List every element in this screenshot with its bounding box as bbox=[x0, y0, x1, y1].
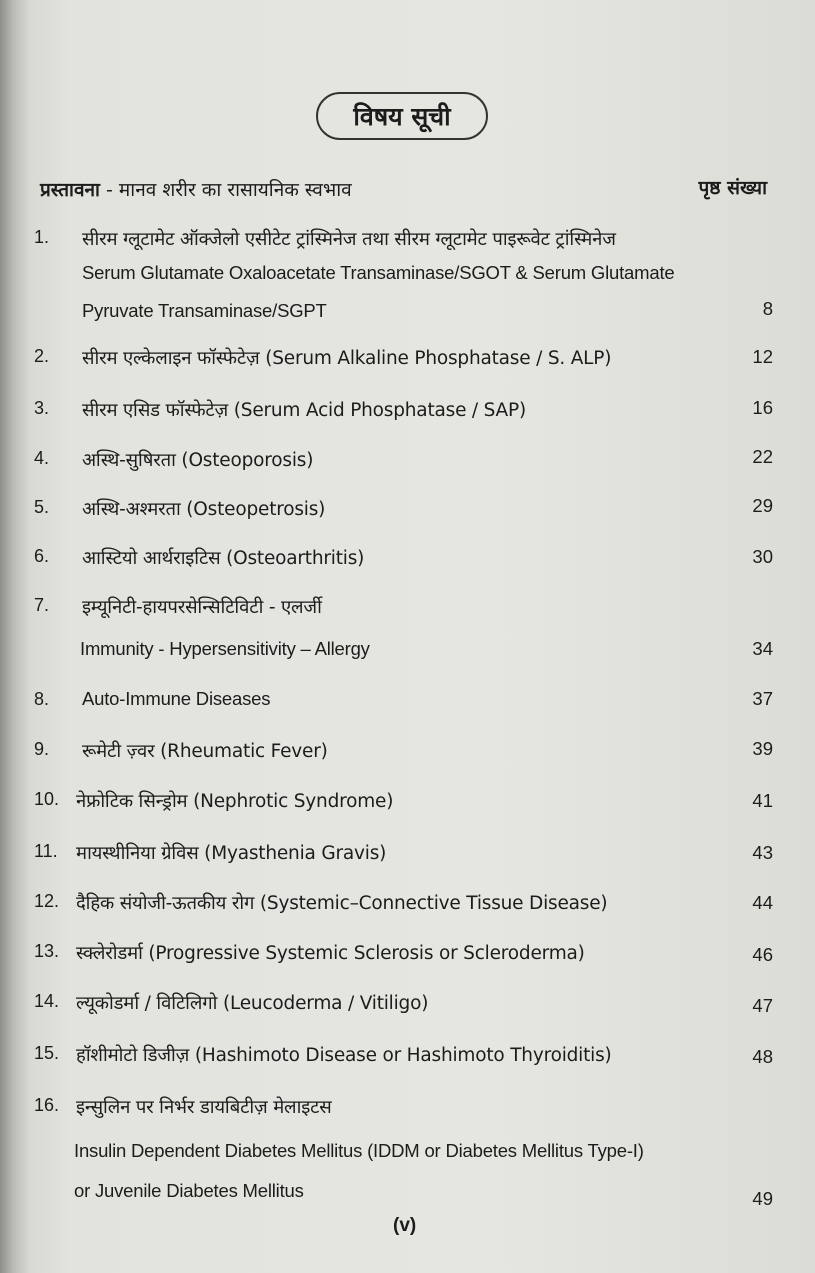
toc-entry-number: 7. bbox=[34, 595, 50, 615]
toc-entry-page-number: 12 bbox=[752, 346, 773, 367]
toc-entry-page-number: 49 bbox=[752, 1188, 773, 1209]
toc-entry-page-number: 46 bbox=[752, 944, 773, 965]
toc-entry-number: 8. bbox=[34, 689, 50, 709]
preface-subtitle: - मानव शरीर का रासायनिक स्वभाव bbox=[99, 179, 352, 201]
toc-entry-title-line: अस्थि-अश्मरता (Osteopetrosis) bbox=[82, 499, 326, 520]
preface-label: प्रस्तावना bbox=[40, 179, 100, 201]
toc-entry-title-line: सीरम एल्केलाइन फॉस्फेटेज़ (Serum Alkaline Phosphatase / S. ALP) bbox=[82, 348, 612, 369]
toc-entry-title-line: Serum Glutamate Oxaloacetate Transaminase/SGOT & Serum Glutamate bbox=[82, 262, 675, 283]
toc-entry-number: 3. bbox=[34, 398, 50, 418]
page-title: विषय सूची bbox=[316, 92, 488, 140]
toc-entry-page-number: 48 bbox=[752, 1046, 773, 1067]
toc-entry-number: 10. bbox=[34, 789, 60, 809]
toc-entry-page-number: 39 bbox=[752, 738, 773, 759]
toc-entry-title-line: मायस्थीनिया ग्रेविस (Myasthenia Gravis) bbox=[76, 843, 387, 864]
toc-entry-title-line: इन्सुलिन पर निर्भर डायबिटीज़ मेलाइटस bbox=[76, 1097, 332, 1118]
page-folio: (v) bbox=[393, 1215, 417, 1236]
toc-entry-title-line: सीरम ग्लूटामेट ऑक्जेलो एसीटेट ट्रांस्मिनेज तथा सीरम ग्लूटामेट पाइरूवेट ट्रांस्मिनेज bbox=[82, 229, 616, 250]
toc-entry-title-line: अस्थि-सुषिरता (Osteoporosis) bbox=[82, 450, 314, 471]
toc-entry-number: 11. bbox=[34, 841, 58, 861]
toc-entry-page-number: 29 bbox=[752, 495, 773, 516]
toc-entry-page-number: 44 bbox=[752, 892, 773, 913]
toc-entry-title-line: ल्यूकोडर्मा / विटिलिगो (Leucoderma / Vitiligo) bbox=[76, 993, 429, 1014]
toc-entry-title-line: स्क्लेरोडर्मा (Progressive Systemic Sclerosis or Scleroderma) bbox=[76, 943, 585, 964]
toc-entry-page-number: 8 bbox=[762, 298, 773, 319]
toc-entry-title-line: सीरम एसिड फॉस्फेटेज़ (Serum Acid Phosphatase / SAP) bbox=[82, 400, 526, 421]
toc-entry-page-number: 34 bbox=[752, 638, 773, 659]
toc-entry-page-number: 37 bbox=[752, 688, 773, 709]
toc-entry-page-number: 16 bbox=[752, 397, 773, 418]
toc-entry-number: 16. bbox=[34, 1095, 60, 1115]
toc-entry-page-number: 43 bbox=[752, 842, 773, 863]
page-number-heading: पृष्ठ संख्या bbox=[698, 177, 767, 199]
toc-entry-page-number: 41 bbox=[752, 790, 773, 811]
toc-entry-title-line: इम्यूनिटी-हायपरसेन्सिटिविटी - एलर्जी bbox=[82, 597, 322, 618]
toc-entry-number: 9. bbox=[34, 739, 50, 759]
toc-entry-title-line: आस्टियो आर्थराइटिस (Osteoarthritis) bbox=[82, 548, 365, 569]
toc-entry-page-number: 22 bbox=[752, 446, 773, 467]
toc-entry-title-line: नेफ्रोटिक सिन्ड्रोम (Nephrotic Syndrome) bbox=[76, 791, 394, 812]
toc-entry-number: 6. bbox=[34, 546, 50, 566]
toc-entry-number: 4. bbox=[34, 448, 50, 468]
toc-entry-title-line: Insulin Dependent Diabetes Mellitus (IDDM or Diabetes Mellitus Type-I) bbox=[74, 1140, 644, 1161]
toc-entry-number: 1. bbox=[34, 227, 50, 247]
toc-entry-number: 2. bbox=[34, 346, 50, 366]
toc-entry-title-line: Pyruvate Transaminase/SGPT bbox=[82, 300, 327, 321]
toc-entry-title-line: Auto-Immune Diseases bbox=[82, 688, 271, 709]
toc-entry-number: 12. bbox=[34, 891, 60, 911]
toc-entry-title-line: Immunity - Hypersensitivity – Allergy bbox=[80, 638, 370, 659]
toc-entry-title-line: रूमेटी ज़्वर (Rheumatic Fever) bbox=[82, 741, 328, 762]
toc-entry-page-number: 30 bbox=[752, 546, 773, 567]
toc-entry-title-line: दैहिक संयोजी-ऊतकीय रोग (Systemic–Connective Tissue Disease) bbox=[76, 893, 608, 914]
preface-heading bbox=[40, 176, 352, 202]
toc-entry-number: 13. bbox=[34, 941, 60, 961]
toc-entry-page-number: 47 bbox=[752, 995, 773, 1016]
toc-entry-title-line: or Juvenile Diabetes Mellitus bbox=[74, 1180, 304, 1201]
toc-entry-title-line: हॉशीमोटो डिजीज़ (Hashimoto Disease or Hashimoto Thyroiditis) bbox=[76, 1045, 612, 1066]
toc-entry-number: 15. bbox=[34, 1043, 60, 1063]
toc-entry-number: 5. bbox=[34, 497, 50, 517]
toc-entry-number: 14. bbox=[34, 991, 60, 1011]
